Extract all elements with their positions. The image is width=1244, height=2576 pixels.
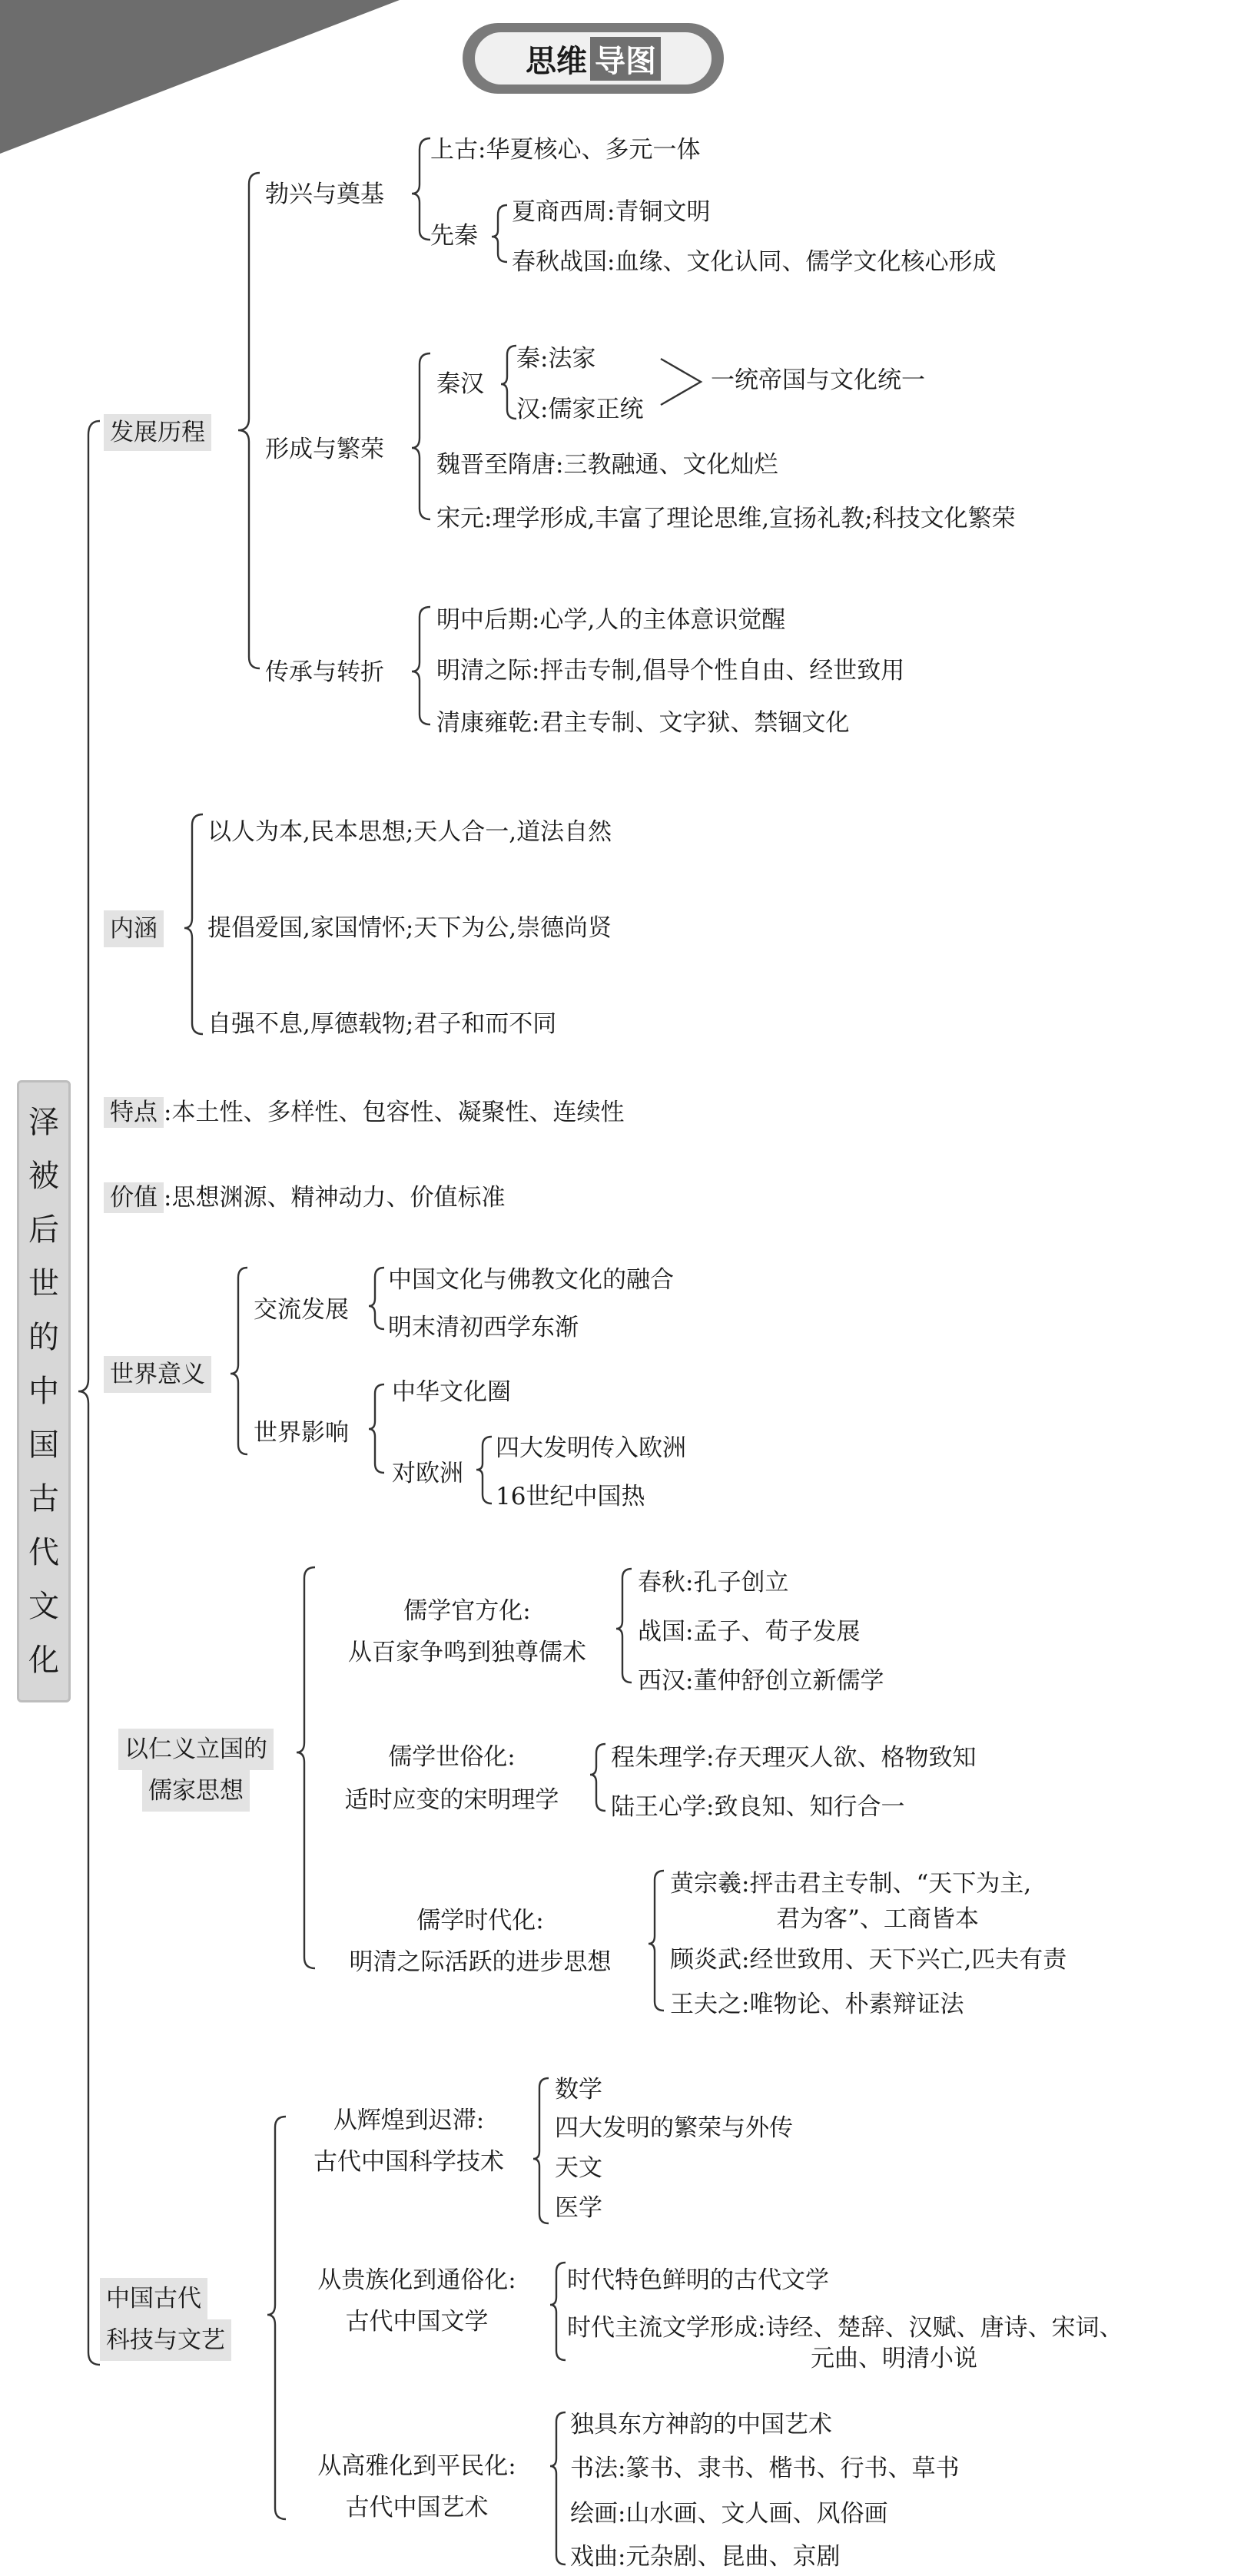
value-label: 价值	[104, 1182, 164, 1213]
node-cqzg: 春秋战国:血缘、文化认同、儒学文化核心形成	[512, 248, 997, 276]
node-unify: 一统帝国与文化统一	[711, 366, 925, 394]
science-label-2: 科技与文艺	[100, 2319, 231, 2361]
node-conn-2: 提倡爱国,家国情怀;天下为公,崇德尚贤	[207, 914, 612, 942]
node-world: 世界意义	[104, 1356, 211, 1393]
node-g3-title	[311, 1905, 649, 1978]
node-conn-3: 自强不息,厚德载物;君子和而不同	[207, 1010, 557, 1038]
title-part-b: 导图	[590, 37, 661, 81]
node-s1-title	[286, 2105, 532, 2177]
qinhan-bracket	[501, 346, 516, 419]
g2-title-1: 儒学世俗化:	[388, 1743, 516, 1771]
node-weijin: 魏晋至隋唐:三教融通、文化灿烂	[436, 451, 778, 479]
root-char: 后	[28, 1212, 59, 1248]
value-text: :思想渊源、精神动力、价值标准	[164, 1184, 506, 1212]
conn-bracket	[184, 814, 203, 1034]
xianqin-bracket	[492, 205, 507, 262]
g2-bracket	[590, 1744, 605, 1811]
s3-title-1: 从高雅化到平民化:	[317, 2452, 516, 2480]
node-g2-a: 程朱理学:存天理灭人欲、格物致知	[611, 1744, 977, 1772]
node-g3-a2: 君为客”、工商皆本	[776, 1905, 979, 1933]
root-char: 被	[28, 1159, 59, 1194]
node-g1-c: 西汉:董仲舒创立新儒学	[638, 1667, 884, 1695]
node-mingqing: 明清之际:抨击专制,倡导个性自由、经世致用	[436, 657, 905, 685]
confucian-label-2: 儒家思想	[142, 1770, 250, 1812]
node-g1-b: 战国:孟子、荀子发展	[638, 1618, 861, 1646]
node-s1-medicine: 医学	[555, 2194, 602, 2222]
g3-bracket	[649, 1871, 664, 2011]
node-ex-buddhism: 中国文化与佛教文化的融合	[388, 1266, 674, 1294]
node-eu-inventions: 四大发明传入欧洲	[496, 1434, 686, 1462]
node-s3-a: 独具东方神韵的中国艺术	[570, 2411, 832, 2438]
exchange-bracket	[369, 1268, 384, 1329]
node-g3-c: 王夫之:唯物论、朴素辩证法	[670, 1991, 964, 2018]
node-s3-painting: 绘画:山水画、文人画、风俗画	[570, 2500, 888, 2528]
root-char: 国	[28, 1427, 59, 1463]
unify-connector	[661, 359, 701, 405]
node-qin: 秦:法家	[516, 345, 596, 373]
node-development: 发展历程	[104, 414, 211, 451]
s1-title-2: 古代中国科学技术	[313, 2148, 504, 2176]
root-char: 泽	[28, 1105, 59, 1140]
node-conn-1: 以人为本,民本思想;天人合一,道法自然	[207, 818, 612, 846]
root-char: 中	[28, 1374, 59, 1409]
node-ex-west: 明末清初西学东渐	[388, 1314, 579, 1341]
node-g2-title	[311, 1742, 592, 1815]
node-g1-title	[315, 1596, 619, 1668]
s2-title-1: 从贵族化到通俗化:	[317, 2266, 516, 2294]
world-bracket	[231, 1268, 247, 1454]
node-rise: 勃兴与奠基	[265, 181, 384, 208]
node-g1-a: 春秋:孔子创立	[638, 1569, 789, 1596]
node-s2-a: 时代特色鲜明的古代文学	[567, 2266, 829, 2294]
node-influence: 世界影响	[254, 1419, 349, 1447]
node-s3-title	[284, 2451, 549, 2523]
root-char: 代	[28, 1535, 59, 1570]
node-s2-title	[284, 2265, 549, 2337]
node-s1-astronomy: 天文	[555, 2154, 602, 2182]
node-songyuan: 宋元:理学形成,丰富了理论思维,宣扬礼教;科技文化繁荣	[436, 505, 1016, 532]
node-g2-b: 陆王心学:致良知、知行合一	[611, 1793, 905, 1821]
node-form: 形成与繁荣	[265, 436, 384, 463]
node-features	[104, 1096, 624, 1129]
node-xsxz: 夏商西周:青铜文明	[512, 198, 711, 226]
node-inherit: 传承与转折	[265, 658, 384, 686]
s3-bracket	[550, 2412, 566, 2564]
s2-bracket	[550, 2263, 566, 2360]
node-s2-b2: 元曲、明清小说	[811, 2345, 977, 2372]
node-s2-b1: 时代主流文学形成:诗经、楚辞、汉赋、唐诗、宋词、	[567, 2314, 1123, 2342]
g1-title-1: 儒学官方化:	[403, 1597, 531, 1625]
dev-bracket	[238, 173, 260, 668]
g3-title-1: 儒学时代化:	[416, 1907, 544, 1934]
node-qinhan: 秦汉	[436, 370, 484, 398]
node-g3-a1: 黄宗羲:抨击君主专制、“天下为主,	[670, 1870, 1032, 1898]
node-s1-math: 数学	[555, 2076, 602, 2104]
s1-bracket	[533, 2078, 549, 2223]
node-s1-inventions: 四大发明的繁荣与外传	[555, 2114, 793, 2142]
node-science-arts	[100, 2278, 269, 2361]
root-char: 的	[28, 1320, 59, 1355]
g3-title-2: 明清之际活跃的进步思想	[349, 1948, 612, 1976]
g1-title-2: 从百家争鸣到独尊儒术	[348, 1639, 586, 1666]
node-s3-calligraphy: 书法:篆书、隶书、楷书、行书、草书	[570, 2455, 960, 2482]
rise-bracket	[412, 138, 430, 240]
root-char: 文	[28, 1589, 59, 1624]
form-bracket	[412, 353, 430, 519]
node-connotation: 内涵	[104, 910, 164, 947]
node-confucian	[100, 1729, 292, 1812]
node-value	[104, 1181, 505, 1215]
root-char: 古	[28, 1481, 59, 1517]
features-label: 特点	[104, 1097, 164, 1128]
node-han: 汉:儒家正统	[516, 396, 644, 423]
s3-title-2: 古代中国艺术	[345, 2494, 489, 2521]
node-shanggu: 上古:华夏核心、多元一体	[430, 136, 701, 164]
node-ming-late: 明中后期:心学,人的主体意识觉醒	[436, 606, 786, 634]
node-eu-china-fever: 16世纪中国热	[496, 1483, 645, 1510]
root-char: 化	[28, 1643, 59, 1678]
node-exchange: 交流发展	[254, 1296, 349, 1324]
influence-bracket	[369, 1384, 384, 1473]
science-label-1: 中国古代	[100, 2278, 207, 2319]
g2-title-2: 适时应变的宋明理学	[344, 1786, 559, 1814]
node-qing-kyq: 清康雍乾:君主专制、文字狱、禁锢文化	[436, 709, 850, 737]
root-char: 世	[28, 1266, 59, 1301]
confucian-label-1: 以仁义立国的	[118, 1729, 274, 1770]
title-part-a: 思维	[526, 43, 587, 79]
node-xianqin: 先秦	[430, 222, 478, 250]
europe-bracket	[476, 1437, 492, 1503]
node-g3-b: 顾炎武:经世致用、天下兴亡,匹夫有责	[670, 1946, 1067, 1974]
node-s3-opera: 戏曲:元杂剧、昆曲、京剧	[570, 2543, 841, 2571]
inherit-bracket	[412, 607, 430, 724]
node-inf-circle: 中华文化圈	[392, 1378, 511, 1406]
s2-title-2: 古代中国文学	[345, 2308, 489, 2336]
node-inf-europe: 对欧洲	[392, 1460, 463, 1487]
features-text: :本土性、多样性、包容性、凝聚性、连续性	[164, 1099, 625, 1126]
science-bracket	[267, 2117, 286, 2519]
s1-title-1: 从辉煌到迟滞:	[333, 2107, 485, 2134]
main-bracket	[78, 421, 100, 2365]
